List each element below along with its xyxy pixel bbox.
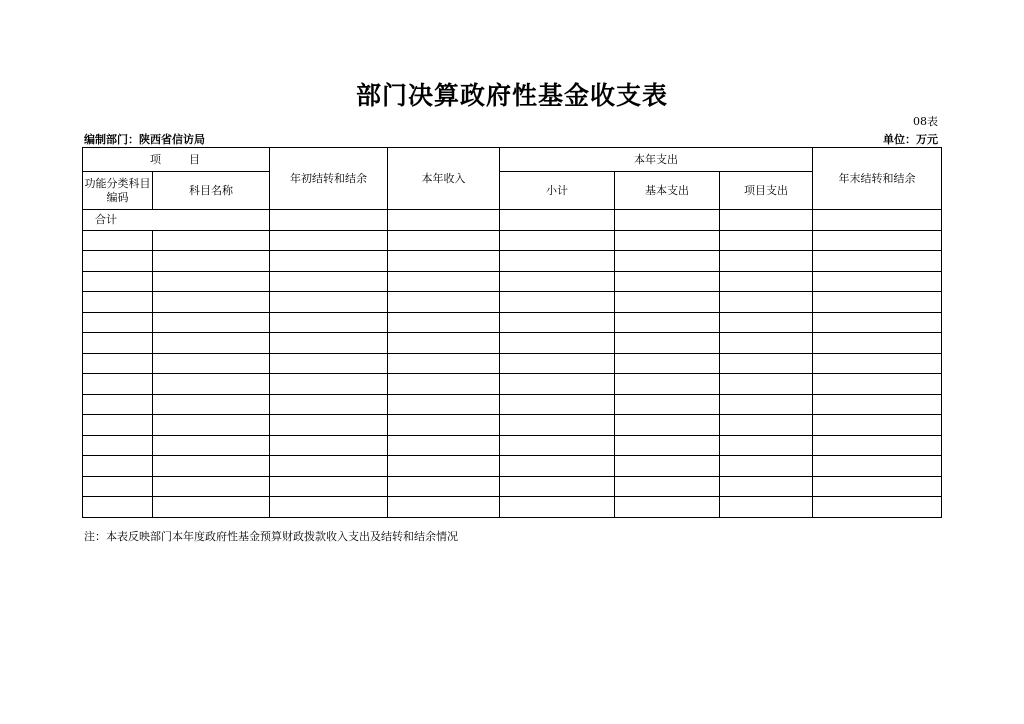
header-expenditure: 本年支出 — [500, 148, 813, 172]
table-cell — [615, 292, 720, 313]
header-subtotal: 小计 — [500, 172, 615, 210]
table-cell — [720, 312, 813, 333]
table-cell — [500, 292, 615, 313]
table-cell — [270, 333, 388, 354]
table-cell — [83, 251, 153, 272]
table-cell — [500, 271, 615, 292]
table-cell — [813, 497, 942, 518]
table-cell — [83, 374, 153, 395]
header-subject-name: 科目名称 — [153, 172, 270, 210]
footnote: 注：本表反映部门本年度政府性基金预算财政拨款收入支出及结转和结余情况 — [84, 530, 458, 543]
table-cell — [83, 435, 153, 456]
table-cell — [388, 374, 500, 395]
table-cell — [270, 435, 388, 456]
table-cell — [813, 415, 942, 436]
table-cell — [813, 435, 942, 456]
table-cell — [153, 374, 270, 395]
table-cell — [83, 497, 153, 518]
table-cell — [388, 497, 500, 518]
table-cell — [153, 333, 270, 354]
table-cell — [615, 251, 720, 272]
table-row — [83, 374, 942, 395]
table-cell — [153, 271, 270, 292]
table-cell — [270, 476, 388, 497]
table-cell — [270, 312, 388, 333]
table-cell — [500, 374, 615, 395]
table-cell — [388, 476, 500, 497]
table-cell — [813, 333, 942, 354]
table-cell — [813, 251, 942, 272]
table-row — [83, 456, 942, 477]
table-row — [83, 415, 942, 436]
total-cell — [813, 210, 942, 231]
table-cell — [720, 497, 813, 518]
total-cell — [388, 210, 500, 231]
table-cell — [153, 497, 270, 518]
table-cell — [720, 456, 813, 477]
table-cell — [153, 435, 270, 456]
table-cell — [153, 292, 270, 313]
table-cell — [153, 312, 270, 333]
table-cell — [388, 394, 500, 415]
table-cell — [83, 230, 153, 251]
total-row — [83, 210, 942, 231]
table-cell — [813, 476, 942, 497]
table-cell — [500, 353, 615, 374]
header-closing-balance: 年末结转和结余 — [813, 148, 942, 210]
table-cell — [153, 230, 270, 251]
table-cell — [83, 415, 153, 436]
table-cell — [720, 435, 813, 456]
table-cell — [83, 312, 153, 333]
table-cell — [500, 230, 615, 251]
table-cell — [388, 230, 500, 251]
table-cell — [270, 497, 388, 518]
table-row — [83, 251, 942, 272]
table-cell — [388, 292, 500, 313]
table-cell — [615, 456, 720, 477]
unit-label: 单位：万元 — [883, 133, 938, 146]
table-cell — [270, 292, 388, 313]
table-cell — [720, 271, 813, 292]
table-cell — [720, 415, 813, 436]
table-cell — [720, 353, 813, 374]
table-cell — [500, 251, 615, 272]
table-cell — [83, 456, 153, 477]
table-cell — [500, 476, 615, 497]
header-basic-exp: 基本支出 — [615, 172, 720, 210]
table-cell — [500, 312, 615, 333]
table-row — [83, 312, 942, 333]
table-cell — [615, 353, 720, 374]
department-label: 编制部门：陕西省信访局 — [84, 133, 205, 146]
table-cell — [720, 333, 813, 354]
table-cell — [83, 394, 153, 415]
table-cell — [388, 333, 500, 354]
table-cell — [153, 456, 270, 477]
table-cell — [615, 394, 720, 415]
table-row — [83, 333, 942, 354]
table-cell — [615, 435, 720, 456]
table-row — [83, 435, 942, 456]
total-cell — [500, 210, 615, 231]
table-row — [83, 353, 942, 374]
form-number: 08表 — [913, 115, 938, 128]
table-cell — [813, 353, 942, 374]
table-cell — [500, 394, 615, 415]
table-cell — [153, 476, 270, 497]
total-label: 合计 — [83, 210, 270, 231]
table-cell — [813, 271, 942, 292]
total-cell — [720, 210, 813, 231]
table-cell — [813, 292, 942, 313]
table-row — [83, 497, 942, 518]
header-item: 项 目 — [83, 148, 270, 172]
table-cell — [388, 271, 500, 292]
table-cell — [153, 353, 270, 374]
table-cell — [720, 394, 813, 415]
header-row-1 — [83, 148, 942, 172]
table-row — [83, 230, 942, 251]
table-cell — [615, 415, 720, 436]
table-cell — [500, 497, 615, 518]
table-cell — [388, 415, 500, 436]
table-cell — [388, 251, 500, 272]
table-cell — [615, 497, 720, 518]
table-cell — [615, 312, 720, 333]
table-cell — [83, 333, 153, 354]
table-row — [83, 271, 942, 292]
table-row — [83, 476, 942, 497]
table-cell — [388, 456, 500, 477]
table-cell — [500, 415, 615, 436]
total-cell — [270, 210, 388, 231]
table-cell — [813, 394, 942, 415]
table-cell — [270, 456, 388, 477]
table-cell — [615, 333, 720, 354]
table-cell — [83, 271, 153, 292]
table-cell — [720, 251, 813, 272]
table-cell — [720, 230, 813, 251]
table-cell — [153, 415, 270, 436]
header-opening-balance: 年初结转和结余 — [270, 148, 388, 210]
table-cell — [83, 353, 153, 374]
table-cell — [813, 374, 942, 395]
table-row — [83, 394, 942, 415]
table-cell — [813, 312, 942, 333]
table-cell — [270, 251, 388, 272]
header-func-code: 功能分类科目编码 — [83, 172, 153, 210]
table-cell — [720, 374, 813, 395]
table-cell — [615, 271, 720, 292]
table-cell — [388, 435, 500, 456]
table-cell — [270, 271, 388, 292]
table-cell — [270, 394, 388, 415]
fund-table — [82, 147, 942, 518]
table-cell — [270, 374, 388, 395]
table-cell — [813, 230, 942, 251]
table-cell — [500, 333, 615, 354]
table-cell — [500, 456, 615, 477]
table-cell — [83, 476, 153, 497]
table-cell — [388, 312, 500, 333]
table-cell — [270, 415, 388, 436]
table-cell — [270, 230, 388, 251]
table-cell — [270, 353, 388, 374]
table-cell — [813, 456, 942, 477]
page-title: 部门决算政府性基金收支表 — [355, 81, 668, 110]
table-cell — [615, 374, 720, 395]
table-row — [83, 292, 942, 313]
table-cell — [153, 394, 270, 415]
table-cell — [720, 476, 813, 497]
header-project-exp: 项目支出 — [720, 172, 813, 210]
table-cell — [615, 476, 720, 497]
table-cell — [83, 292, 153, 313]
table-cell — [153, 251, 270, 272]
table-cell — [500, 435, 615, 456]
table-cell — [388, 353, 500, 374]
header-income: 本年收入 — [388, 148, 500, 210]
total-cell — [615, 210, 720, 231]
table-cell — [720, 292, 813, 313]
table-cell — [615, 230, 720, 251]
